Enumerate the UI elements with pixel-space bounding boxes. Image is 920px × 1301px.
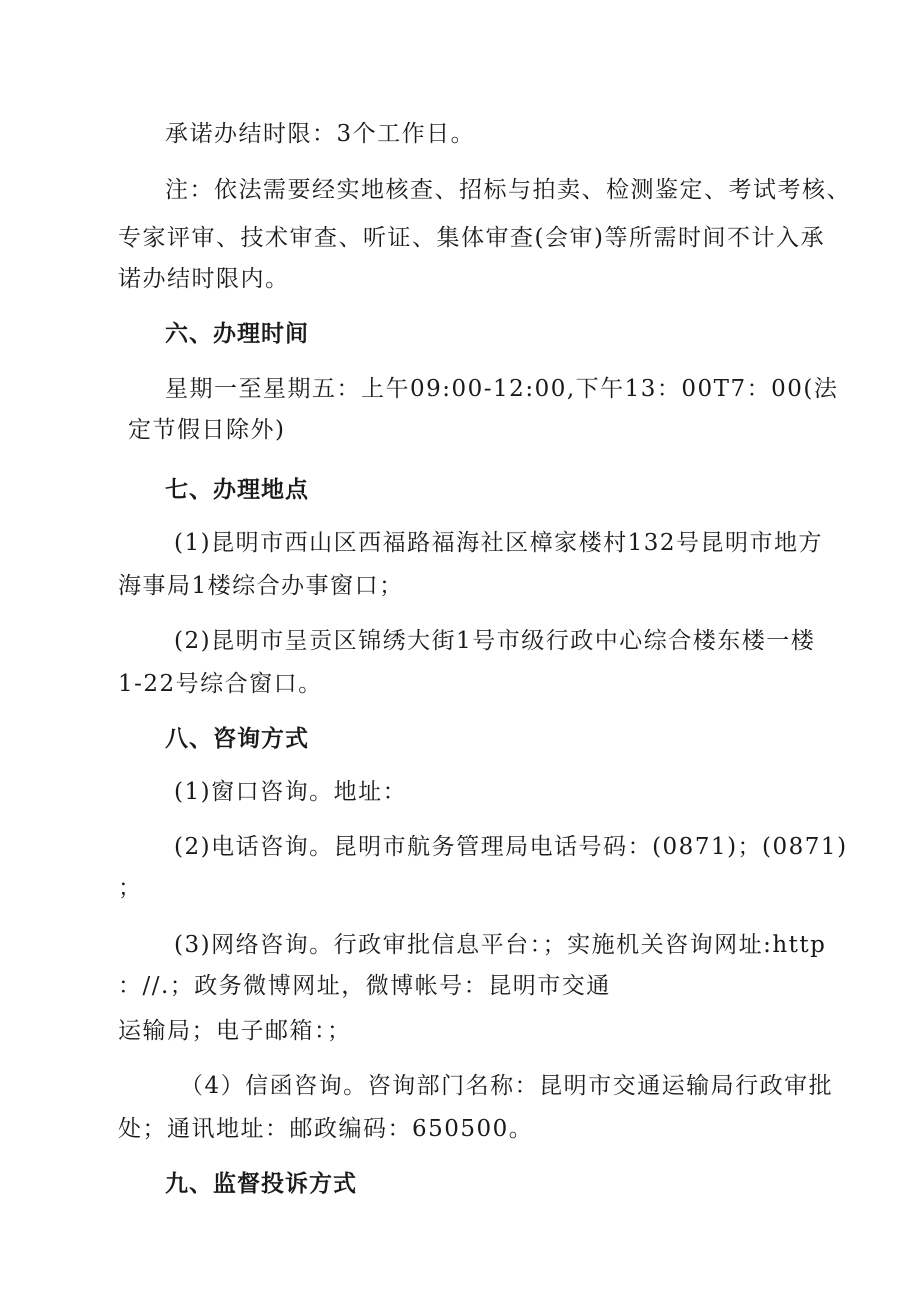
consult-web-line-3: 运输局；电子邮箱：；	[118, 1018, 352, 1044]
note-line-1: 注：依法需要经实地核查、招标与拍卖、检测鉴定、考试考核、	[165, 177, 851, 203]
consult-window-line: (1)窗口咨询。地址：	[174, 779, 408, 805]
location-2-line-2: 1-22号综合窗口。	[118, 671, 323, 697]
location-1-line-1: (1)昆明市西山区西福路福海社区樟家楼村132号昆明市地方	[174, 530, 823, 556]
note-line-2: 专家评审、技术审查、听证、集体审查(会审)等所需时间不计入承	[118, 225, 825, 251]
section-heading-7: 七、办理地点	[165, 477, 309, 503]
deadline-line: 承诺办结时限：3个工作日。	[165, 121, 476, 147]
hours-line-1: 星期一至星期五：上午09:00-12:00,下午13：00T7：00(法	[165, 376, 839, 402]
hours-line-2: 定节假日除外)	[128, 417, 286, 443]
consult-phone-line-2: ；	[118, 875, 143, 901]
section-heading-6: 六、办理时间	[165, 321, 309, 347]
consult-letter-line-1: （4）信函咨询。咨询部门名称：昆明市交通运输局行政审批	[180, 1073, 834, 1099]
consult-web-line-1: (3)网络咨询。行政审批信息平台：；实施机关咨询网址:http	[174, 932, 827, 958]
note-line-3: 诺办结时限内。	[118, 266, 290, 292]
section-heading-8: 八、咨询方式	[165, 726, 309, 752]
consult-web-line-2: ：//.；政务微博网址，微博帐号：昆明市交通	[118, 973, 611, 999]
consult-letter-line-2: 处；通讯地址：邮政编码：650500。	[118, 1116, 534, 1142]
section-heading-9: 九、监督投诉方式	[165, 1171, 357, 1197]
location-2-line-1: (2)昆明市呈贡区锦绣大街1号市级行政中心综合楼东楼一楼	[174, 628, 816, 654]
consult-phone-line-1: (2)电话咨询。昆明市航务管理局电话号码：(0871)；(0871)	[174, 834, 848, 860]
location-1-line-2: 海事局1楼综合办事窗口；	[118, 573, 404, 599]
